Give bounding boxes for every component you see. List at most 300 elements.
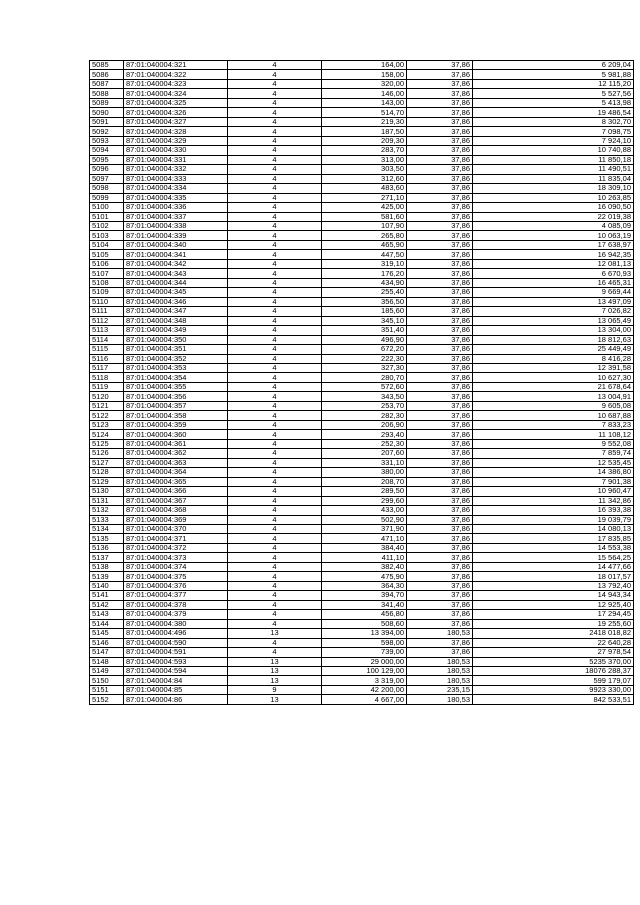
table-row — [90, 278, 634, 287]
row-number-cell: 5128 — [90, 468, 124, 477]
rate-value-cell: 180,53 — [407, 667, 473, 676]
area-value-cell: 100 129,00 — [322, 667, 407, 676]
row-number-cell: 5105 — [90, 250, 124, 259]
rate-value-cell: 37,86 — [407, 401, 473, 410]
rate-value-cell: 37,86 — [407, 98, 473, 107]
cadastral-number-cell: 87:01:040004:362 — [124, 449, 228, 458]
rate-value-cell: 37,86 — [407, 165, 473, 174]
row-number-cell: 5088 — [90, 89, 124, 98]
area-value-cell: 425,00 — [322, 203, 407, 212]
cadastral-number-cell: 87:01:040004:347 — [124, 307, 228, 316]
cadastral-value-cell: 9 605,08 — [473, 401, 634, 410]
area-value-cell: 327,30 — [322, 364, 407, 373]
row-number-cell: 5101 — [90, 212, 124, 221]
cadastral-value-cell: 19 039,79 — [473, 515, 634, 524]
rate-value-cell: 37,86 — [407, 203, 473, 212]
rate-value-cell: 37,86 — [407, 638, 473, 647]
group-number-cell: 13 — [228, 657, 322, 666]
cadastral-number-cell: 87:01:040004:322 — [124, 70, 228, 79]
row-number-cell: 5100 — [90, 203, 124, 212]
group-number-cell: 4 — [228, 165, 322, 174]
cadastral-number-cell: 87:01:040004:374 — [124, 562, 228, 571]
cadastral-value-cell: 17 294,45 — [473, 610, 634, 619]
area-value-cell: 319,10 — [322, 259, 407, 268]
cadastral-value-cell: 11 108,12 — [473, 430, 634, 439]
area-value-cell: 483,60 — [322, 184, 407, 193]
table-row — [90, 695, 634, 704]
row-number-cell: 5086 — [90, 70, 124, 79]
cadastral-number-cell: 87:01:040004:354 — [124, 373, 228, 382]
row-number-cell: 5147 — [90, 648, 124, 657]
area-value-cell: 345,10 — [322, 316, 407, 325]
rate-value-cell: 180,53 — [407, 657, 473, 666]
area-value-cell: 187,50 — [322, 127, 407, 136]
rate-value-cell: 37,86 — [407, 136, 473, 145]
rate-value-cell: 37,86 — [407, 231, 473, 240]
table-row — [90, 250, 634, 259]
group-number-cell: 4 — [228, 600, 322, 609]
group-number-cell: 4 — [228, 307, 322, 316]
group-number-cell: 4 — [228, 259, 322, 268]
group-number-cell: 4 — [228, 89, 322, 98]
rate-value-cell: 37,86 — [407, 600, 473, 609]
area-value-cell: 384,40 — [322, 543, 407, 552]
table-row — [90, 89, 634, 98]
rate-value-cell: 37,86 — [407, 193, 473, 202]
row-number-cell: 5085 — [90, 61, 124, 70]
area-value-cell: 282,30 — [322, 411, 407, 420]
table-row — [90, 638, 634, 647]
cadastral-value-cell: 15 564,25 — [473, 553, 634, 562]
rate-value-cell: 37,86 — [407, 70, 473, 79]
table-row — [90, 98, 634, 107]
table-row — [90, 477, 634, 486]
group-number-cell: 4 — [228, 458, 322, 467]
area-value-cell: 341,40 — [322, 600, 407, 609]
group-number-cell: 4 — [228, 184, 322, 193]
table-row — [90, 212, 634, 221]
area-value-cell: 107,90 — [322, 221, 407, 230]
row-number-cell: 5132 — [90, 506, 124, 515]
row-number-cell: 5116 — [90, 354, 124, 363]
row-number-cell: 5097 — [90, 174, 124, 183]
rate-value-cell: 37,86 — [407, 430, 473, 439]
table-row — [90, 373, 634, 382]
rate-value-cell: 37,86 — [407, 316, 473, 325]
cadastral-number-cell: 87:01:040004:336 — [124, 203, 228, 212]
row-number-cell: 5142 — [90, 600, 124, 609]
group-number-cell: 13 — [228, 629, 322, 638]
table-row — [90, 345, 634, 354]
cadastral-number-cell: 87:01:040004:376 — [124, 581, 228, 590]
group-number-cell: 4 — [228, 411, 322, 420]
group-number-cell: 4 — [228, 212, 322, 221]
area-value-cell: 253,70 — [322, 401, 407, 410]
rate-value-cell: 37,86 — [407, 562, 473, 571]
cadastral-number-cell: 87:01:040004:85 — [124, 685, 228, 694]
cadastral-number-cell: 87:01:040004:361 — [124, 439, 228, 448]
row-number-cell: 5119 — [90, 382, 124, 391]
rate-value-cell: 37,86 — [407, 496, 473, 505]
area-value-cell: 299,60 — [322, 496, 407, 505]
table-row — [90, 155, 634, 164]
row-number-cell: 5127 — [90, 458, 124, 467]
row-number-cell: 5099 — [90, 193, 124, 202]
group-number-cell: 4 — [228, 581, 322, 590]
area-value-cell: 146,00 — [322, 89, 407, 98]
cadastral-value-cell: 8 416,28 — [473, 354, 634, 363]
area-value-cell: 343,50 — [322, 392, 407, 401]
cadastral-value-cell: 5 527,56 — [473, 89, 634, 98]
cadastral-value-cell: 21 678,64 — [473, 382, 634, 391]
group-number-cell: 4 — [228, 108, 322, 117]
area-value-cell: 394,70 — [322, 591, 407, 600]
row-number-cell: 5093 — [90, 136, 124, 145]
cadastral-number-cell: 87:01:040004:348 — [124, 316, 228, 325]
rate-value-cell: 37,86 — [407, 591, 473, 600]
area-value-cell: 13 394,00 — [322, 629, 407, 638]
table-row — [90, 165, 634, 174]
row-number-cell: 5137 — [90, 553, 124, 562]
row-number-cell: 5149 — [90, 667, 124, 676]
area-value-cell: 219,30 — [322, 117, 407, 126]
cadastral-number-cell: 87:01:040004:325 — [124, 98, 228, 107]
group-number-cell: 4 — [228, 553, 322, 562]
table-row — [90, 553, 634, 562]
row-number-cell: 5144 — [90, 619, 124, 628]
cadastral-number-cell: 87:01:040004:350 — [124, 335, 228, 344]
group-number-cell: 4 — [228, 638, 322, 647]
row-number-cell: 5107 — [90, 269, 124, 278]
rate-value-cell: 37,86 — [407, 553, 473, 562]
rate-value-cell: 37,86 — [407, 127, 473, 136]
cadastral-number-cell: 87:01:040004:594 — [124, 667, 228, 676]
cadastral-number-cell: 87:01:040004:371 — [124, 534, 228, 543]
row-number-cell: 5110 — [90, 297, 124, 306]
area-value-cell: 313,00 — [322, 155, 407, 164]
rate-value-cell: 37,86 — [407, 449, 473, 458]
area-value-cell: 672,20 — [322, 345, 407, 354]
area-value-cell: 475,90 — [322, 572, 407, 581]
group-number-cell: 9 — [228, 685, 322, 694]
cadastral-value-cell: 18 812,63 — [473, 335, 634, 344]
cadastral-number-cell: 87:01:040004:344 — [124, 278, 228, 287]
rate-value-cell: 37,86 — [407, 411, 473, 420]
row-number-cell: 5129 — [90, 477, 124, 486]
area-value-cell: 312,60 — [322, 174, 407, 183]
row-number-cell: 5098 — [90, 184, 124, 193]
cadastral-number-cell: 87:01:040004:328 — [124, 127, 228, 136]
table-row — [90, 117, 634, 126]
cadastral-value-cell: 14 386,80 — [473, 468, 634, 477]
area-value-cell: 331,10 — [322, 458, 407, 467]
table-body — [90, 61, 634, 705]
cadastral-number-cell: 87:01:040004:335 — [124, 193, 228, 202]
rate-value-cell: 37,86 — [407, 487, 473, 496]
row-number-cell: 5117 — [90, 364, 124, 373]
group-number-cell: 4 — [228, 430, 322, 439]
cadastral-number-cell: 87:01:040004:377 — [124, 591, 228, 600]
rate-value-cell: 37,86 — [407, 307, 473, 316]
cadastral-value-cell: 10 263,85 — [473, 193, 634, 202]
table-row — [90, 610, 634, 619]
cadastral-value-cell: 25 449,49 — [473, 345, 634, 354]
cadastral-number-cell: 87:01:040004:351 — [124, 345, 228, 354]
rate-value-cell: 37,86 — [407, 610, 473, 619]
cadastral-number-cell: 87:01:040004:352 — [124, 354, 228, 363]
row-number-cell: 5111 — [90, 307, 124, 316]
group-number-cell: 4 — [228, 354, 322, 363]
row-number-cell: 5089 — [90, 98, 124, 107]
table-row — [90, 543, 634, 552]
rate-value-cell: 37,86 — [407, 515, 473, 524]
rate-value-cell: 37,86 — [407, 335, 473, 344]
area-value-cell: 4 667,00 — [322, 695, 407, 704]
area-value-cell: 303,50 — [322, 165, 407, 174]
rate-value-cell: 37,86 — [407, 259, 473, 268]
row-number-cell: 5106 — [90, 259, 124, 268]
cadastral-value-cell: 16 393,38 — [473, 506, 634, 515]
table-row — [90, 174, 634, 183]
table-row — [90, 203, 634, 212]
area-value-cell: 280,70 — [322, 373, 407, 382]
group-number-cell: 4 — [228, 278, 322, 287]
group-number-cell: 4 — [228, 420, 322, 429]
area-value-cell: 158,00 — [322, 70, 407, 79]
rate-value-cell: 37,86 — [407, 288, 473, 297]
cadastral-number-cell: 87:01:040004:375 — [124, 572, 228, 581]
cadastral-value-cell: 14 943,34 — [473, 591, 634, 600]
row-number-cell: 5122 — [90, 411, 124, 420]
group-number-cell: 4 — [228, 297, 322, 306]
table-row — [90, 259, 634, 268]
group-number-cell: 4 — [228, 146, 322, 155]
group-number-cell: 4 — [228, 468, 322, 477]
table-row — [90, 392, 634, 401]
cadastral-value-cell: 13 304,00 — [473, 326, 634, 335]
area-value-cell: 382,40 — [322, 562, 407, 571]
group-number-cell: 4 — [228, 496, 322, 505]
area-value-cell: 508,60 — [322, 619, 407, 628]
group-number-cell: 4 — [228, 449, 322, 458]
area-value-cell: 164,00 — [322, 61, 407, 70]
row-number-cell: 5109 — [90, 288, 124, 297]
group-number-cell: 4 — [228, 364, 322, 373]
group-number-cell: 4 — [228, 240, 322, 249]
cadastral-number-cell: 87:01:040004:380 — [124, 619, 228, 628]
rate-value-cell: 37,86 — [407, 174, 473, 183]
area-value-cell: 514,70 — [322, 108, 407, 117]
group-number-cell: 4 — [228, 382, 322, 391]
cadastral-number-cell: 87:01:040004:366 — [124, 487, 228, 496]
cadastral-number-cell: 87:01:040004:346 — [124, 297, 228, 306]
cadastral-value-cell: 10 687,88 — [473, 411, 634, 420]
group-number-cell: 4 — [228, 174, 322, 183]
cadastral-number-cell: 87:01:040004:593 — [124, 657, 228, 666]
rate-value-cell: 37,86 — [407, 382, 473, 391]
cadastral-number-cell: 87:01:040004:329 — [124, 136, 228, 145]
group-number-cell: 4 — [228, 61, 322, 70]
area-value-cell: 465,90 — [322, 240, 407, 249]
group-number-cell: 4 — [228, 155, 322, 164]
table-row — [90, 240, 634, 249]
row-number-cell: 5087 — [90, 79, 124, 88]
area-value-cell: 496,90 — [322, 335, 407, 344]
cadastral-value-cell: 10 740,88 — [473, 146, 634, 155]
cadastral-number-cell: 87:01:040004:373 — [124, 553, 228, 562]
group-number-cell: 4 — [228, 193, 322, 202]
cadastral-number-cell: 87:01:040004:357 — [124, 401, 228, 410]
group-number-cell: 4 — [228, 98, 322, 107]
area-value-cell: 433,00 — [322, 506, 407, 515]
cadastral-value-cell: 18076 288,37 — [473, 667, 634, 676]
rate-value-cell: 37,86 — [407, 297, 473, 306]
cadastral-value-cell: 27 978,54 — [473, 648, 634, 657]
area-value-cell: 293,40 — [322, 430, 407, 439]
group-number-cell: 4 — [228, 79, 322, 88]
area-value-cell: 320,00 — [322, 79, 407, 88]
cadastral-value-cell: 10 063,19 — [473, 231, 634, 240]
row-number-cell: 5126 — [90, 449, 124, 458]
row-number-cell: 5143 — [90, 610, 124, 619]
table-row — [90, 127, 634, 136]
cadastral-value-cell: 14 553,38 — [473, 543, 634, 552]
cadastral-value-cell: 7 833,23 — [473, 420, 634, 429]
cadastral-number-cell: 87:01:040004:363 — [124, 458, 228, 467]
cadastral-value-cell: 10 627,30 — [473, 373, 634, 382]
rate-value-cell: 37,86 — [407, 79, 473, 88]
table-row — [90, 676, 634, 685]
area-value-cell: 255,40 — [322, 288, 407, 297]
cadastral-number-cell: 87:01:040004:331 — [124, 155, 228, 164]
cadastral-number-cell: 87:01:040004:369 — [124, 515, 228, 524]
rate-value-cell: 37,86 — [407, 108, 473, 117]
cadastral-number-cell: 87:01:040004:379 — [124, 610, 228, 619]
cadastral-number-cell: 87:01:040004:321 — [124, 61, 228, 70]
row-number-cell: 5118 — [90, 373, 124, 382]
table-row — [90, 401, 634, 410]
cadastral-value-cell: 16 465,31 — [473, 278, 634, 287]
cadastral-number-cell: 87:01:040004:340 — [124, 240, 228, 249]
table-row — [90, 449, 634, 458]
group-number-cell: 4 — [228, 591, 322, 600]
table-row — [90, 581, 634, 590]
cadastral-value-cell: 14 477,66 — [473, 562, 634, 571]
cadastral-number-cell: 87:01:040004:360 — [124, 430, 228, 439]
rate-value-cell: 37,86 — [407, 468, 473, 477]
cadastral-value-cell: 9 552,08 — [473, 439, 634, 448]
group-number-cell: 4 — [228, 269, 322, 278]
row-number-cell: 5146 — [90, 638, 124, 647]
cadastral-number-cell: 87:01:040004:324 — [124, 89, 228, 98]
cadastral-number-cell: 87:01:040004:358 — [124, 411, 228, 420]
area-value-cell: 356,50 — [322, 297, 407, 306]
area-value-cell: 206,90 — [322, 420, 407, 429]
row-number-cell: 5124 — [90, 430, 124, 439]
cadastral-number-cell: 87:01:040004:327 — [124, 117, 228, 126]
row-number-cell: 5115 — [90, 345, 124, 354]
group-number-cell: 4 — [228, 439, 322, 448]
row-number-cell: 5152 — [90, 695, 124, 704]
rate-value-cell: 37,86 — [407, 506, 473, 515]
cadastral-number-cell: 87:01:040004:496 — [124, 629, 228, 638]
table-row — [90, 657, 634, 666]
area-value-cell: 208,70 — [322, 477, 407, 486]
group-number-cell: 4 — [228, 221, 322, 230]
row-number-cell: 5112 — [90, 316, 124, 325]
cadastral-number-cell: 87:01:040004:368 — [124, 506, 228, 515]
rate-value-cell: 37,86 — [407, 184, 473, 193]
rate-value-cell: 37,86 — [407, 212, 473, 221]
cadastral-number-cell: 87:01:040004:343 — [124, 269, 228, 278]
table-row — [90, 458, 634, 467]
table-row — [90, 506, 634, 515]
group-number-cell: 4 — [228, 572, 322, 581]
table-row — [90, 685, 634, 694]
area-value-cell: 739,00 — [322, 648, 407, 657]
cadastral-value-table — [89, 60, 634, 705]
row-number-cell: 5133 — [90, 515, 124, 524]
rate-value-cell: 37,86 — [407, 250, 473, 259]
cadastral-number-cell: 87:01:040004:353 — [124, 364, 228, 373]
cadastral-number-cell: 87:01:040004:367 — [124, 496, 228, 505]
row-number-cell: 5130 — [90, 487, 124, 496]
cadastral-value-cell: 5 981,88 — [473, 70, 634, 79]
rate-value-cell: 37,86 — [407, 61, 473, 70]
table-row — [90, 193, 634, 202]
table-row — [90, 364, 634, 373]
area-value-cell: 176,20 — [322, 269, 407, 278]
table-row — [90, 619, 634, 628]
cadastral-value-cell: 19 486,54 — [473, 108, 634, 117]
group-number-cell: 4 — [228, 487, 322, 496]
group-number-cell: 4 — [228, 619, 322, 628]
cadastral-value-cell: 18 017,57 — [473, 572, 634, 581]
area-value-cell: 207,60 — [322, 449, 407, 458]
rate-value-cell: 37,86 — [407, 354, 473, 363]
cadastral-value-cell: 22 640,28 — [473, 638, 634, 647]
cadastral-value-cell: 11 835,04 — [473, 174, 634, 183]
rate-value-cell: 37,86 — [407, 534, 473, 543]
cadastral-value-cell: 11 342,86 — [473, 496, 634, 505]
table-row — [90, 515, 634, 524]
table-row — [90, 629, 634, 638]
row-number-cell: 5134 — [90, 524, 124, 533]
row-number-cell: 5095 — [90, 155, 124, 164]
cadastral-value-cell: 7 098,75 — [473, 127, 634, 136]
cadastral-number-cell: 87:01:040004:326 — [124, 108, 228, 117]
table-row — [90, 307, 634, 316]
cadastral-number-cell: 87:01:040004:591 — [124, 648, 228, 657]
row-number-cell: 5096 — [90, 165, 124, 174]
area-value-cell: 380,00 — [322, 468, 407, 477]
cadastral-number-cell: 87:01:040004:332 — [124, 165, 228, 174]
row-number-cell: 5090 — [90, 108, 124, 117]
rate-value-cell: 37,86 — [407, 269, 473, 278]
cadastral-value-cell: 17 835,85 — [473, 534, 634, 543]
rate-value-cell: 37,86 — [407, 648, 473, 657]
group-number-cell: 4 — [228, 515, 322, 524]
table-row — [90, 667, 634, 676]
group-number-cell: 4 — [228, 648, 322, 657]
cadastral-number-cell: 87:01:040004:345 — [124, 288, 228, 297]
table-row — [90, 648, 634, 657]
table-row — [90, 146, 634, 155]
cadastral-value-cell: 10 960,47 — [473, 487, 634, 496]
cadastral-value-cell: 2418 018,82 — [473, 629, 634, 638]
cadastral-value-cell: 16 942,35 — [473, 250, 634, 259]
row-number-cell: 5148 — [90, 657, 124, 666]
